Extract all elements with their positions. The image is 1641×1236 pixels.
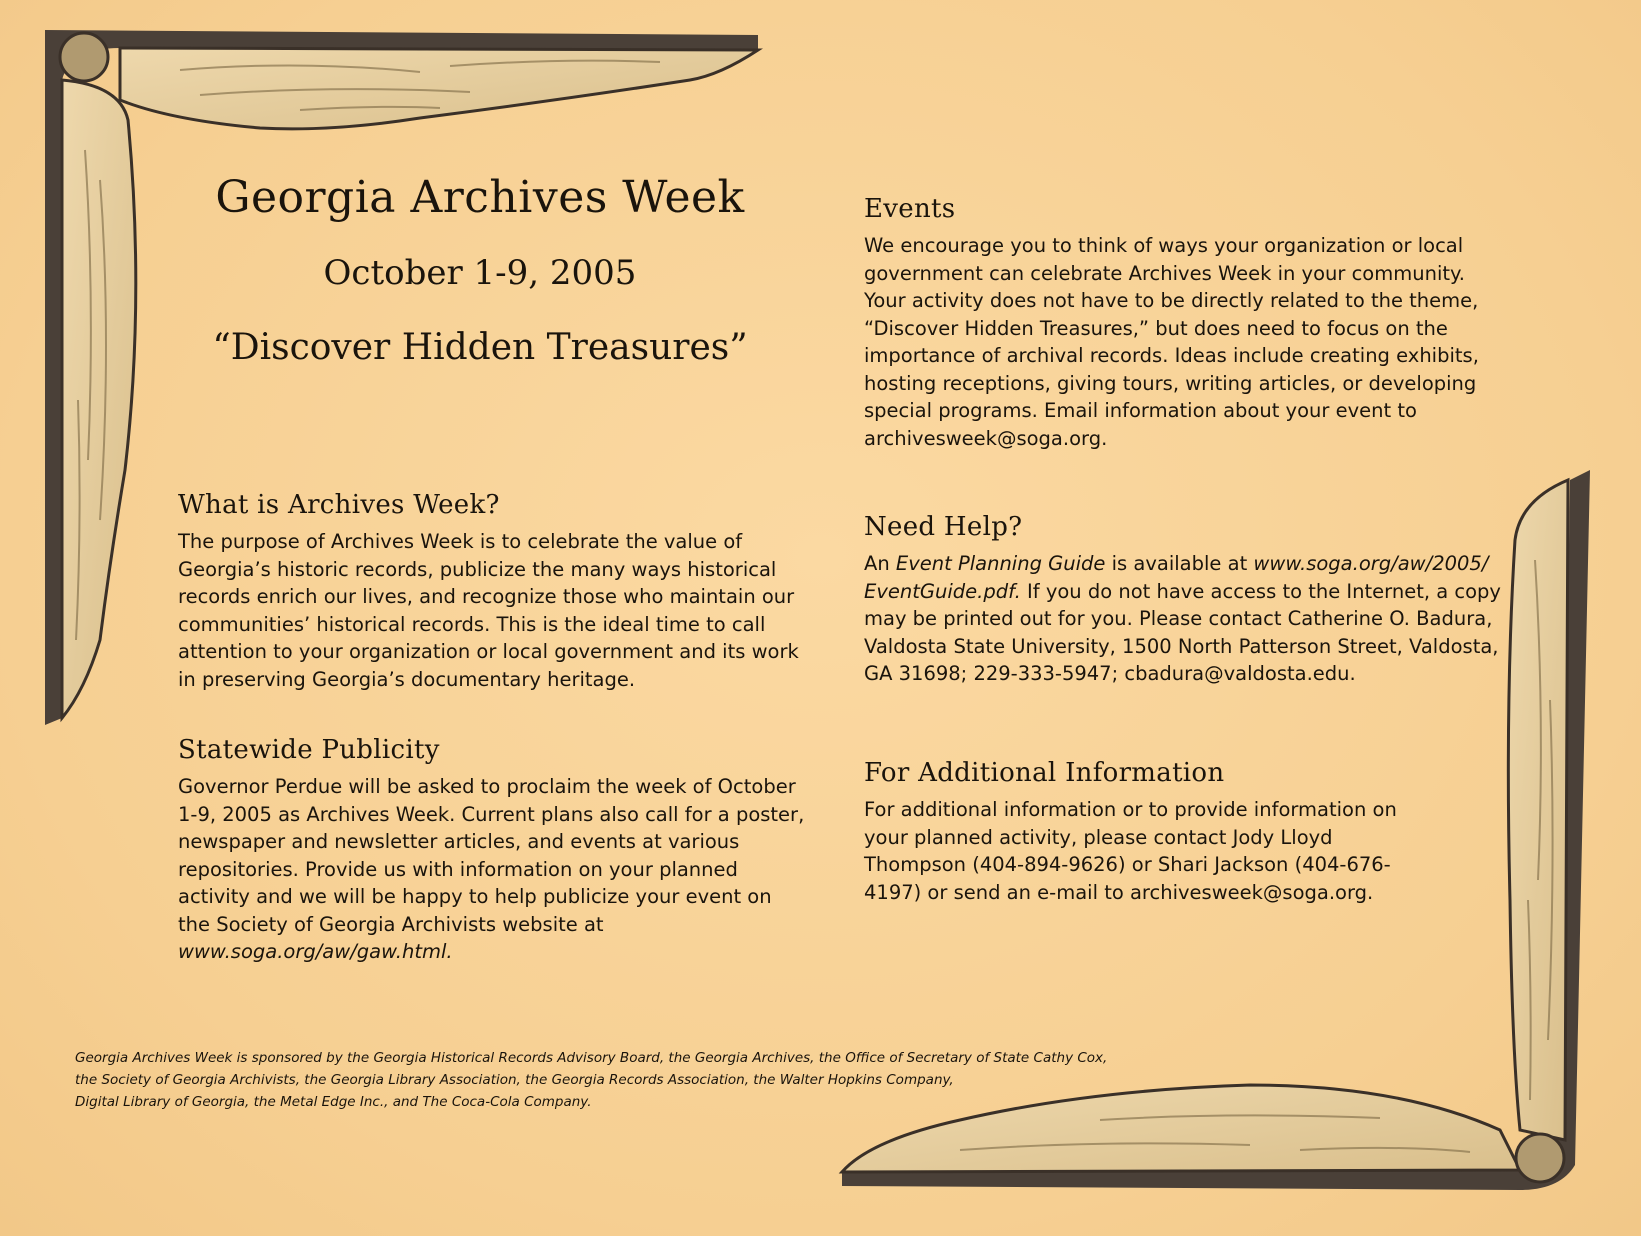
title-block — [170, 172, 790, 368]
publicity-body — [178, 773, 808, 966]
help-mid: is available at — [1105, 552, 1254, 575]
what-is-body: The purpose of Archives Week is to celebrate the value of Georgia’s historic records, publicize the many ways historical records enrich our lives, and recognize those who maintain our communities’ historical records. This is the ideal time to call attention to your organization or local government and its work in preserving Georgia’s documentary heritage. — [178, 530, 799, 691]
event-date: October 1-9, 2005 — [323, 253, 637, 293]
publicity-section — [178, 735, 808, 966]
event-guide-link[interactable]: www.soga.org/aw/2005/ EventGuide.pdf. — [864, 552, 1489, 603]
gaw-link[interactable]: www.soga.org/aw/gaw.html. — [178, 940, 453, 963]
event-theme: “Discover Hidden Treasures” — [212, 327, 748, 368]
additional-info-heading: For Additional Information — [864, 758, 1225, 788]
what-is-heading: What is Archives Week? — [178, 490, 500, 520]
help-rest: If you do not have access to the Internet, a copy may be printed out for you. Please contact Catherine O. Badura, Valdosta State University, 1500 North Patterson Street, Valdosta, GA 31698; 229-333-5947; cbadura@valdosta.edu. — [864, 579, 1501, 685]
event-planning-guide-title: Event Planning Guide — [895, 552, 1106, 575]
sponsor-line-1: Georgia Archives Week is sponsored by the Georgia Historical Records Advisory Board, the Georgia Archives, the Office of Secretary of State Cathy Cox, — [75, 1050, 1108, 1066]
events-heading: Events — [864, 194, 956, 224]
events-section — [864, 194, 1504, 452]
help-heading: Need Help? — [864, 512, 1023, 542]
events-body: We encourage you to think of ways your organization or local government can celebrate Archives Week in your community. Your activity does not have to be directly related to the theme, “Discover Hidden Treasures,” but does need to focus on the importance of archival records. Ideas include creating exhibits, hosting receptions, giving tours, writing articles, or developing special programs. Email information about your event to archivesweek@soga.org. — [864, 234, 1479, 450]
sponsor-line-3: Digital Library of Georgia, the Metal Edge Inc., and The Coca-Cola Company. — [75, 1094, 592, 1110]
help-intro: An — [864, 552, 896, 575]
sponsor-line-2: the Society of Georgia Archivists, the Georgia Library Association, the Georgia Records Association, the Walter Hopkins Company, — [75, 1072, 954, 1088]
page-title: Georgia Archives Week — [215, 172, 745, 223]
sponsor-footer — [75, 1047, 1155, 1113]
publicity-text: Governor Perdue will be asked to proclaim the week of October 1-9, 2005 as Archives Week. Current plans also call for a poster, newspaper and newsletter articles, and events at various repositories. Provide us with information on your planned activity and we will be happy to help publicize your event on the Society of Georgia Archivists website at — [178, 775, 805, 936]
additional-info-section — [864, 758, 1424, 906]
what-is-section — [178, 490, 818, 693]
additional-info-body: For additional information or to provide information on your planned activity, please contact Jody Lloyd Thompson (404-894-9626) or Shari Jackson (404-676-4197) or send an e-mail to archivesweek@soga.org. — [864, 798, 1397, 904]
publicity-heading: Statewide Publicity — [178, 735, 440, 765]
help-section — [864, 512, 1504, 688]
help-body — [864, 550, 1504, 688]
